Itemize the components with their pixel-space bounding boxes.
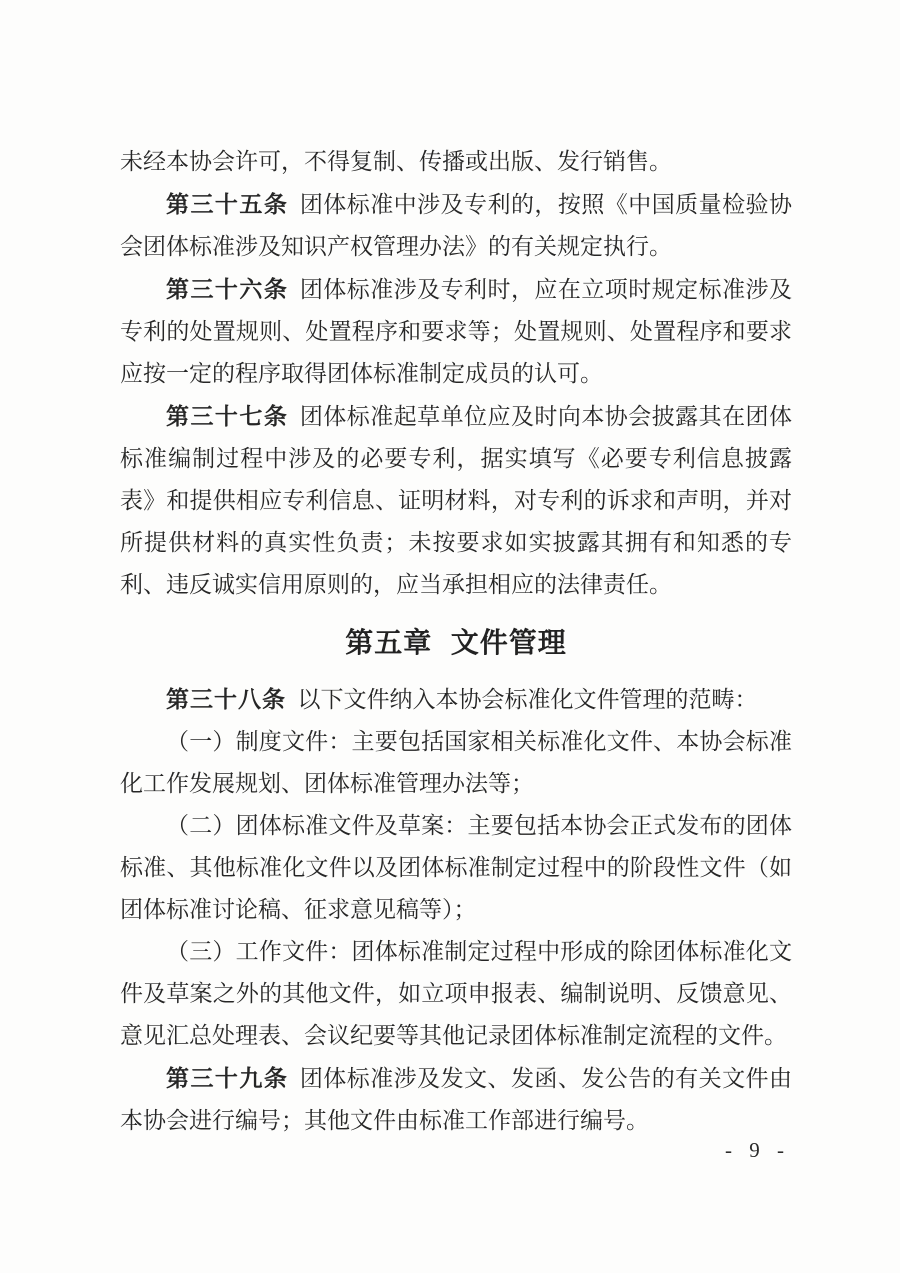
list-item-1-text: （一）制度文件：主要包括国家相关标准化文件、本协会标准化工作发展规划、团体标准管理办法等； [120,729,792,796]
article-36-text: 团体标准涉及专利时，应在立项时规定标准涉及专利的处置规则、处置程序和要求等；处置规则、处置程序和要求应按一定的程序取得团体标准制定成员的认可。 [120,277,793,386]
chapter-heading: 第五章 文件管理 [345,627,567,658]
list-item-3-text: （三）工作文件：团体标准制定过程中形成的除团体标准化文件及草案之外的其他文件，如立项申报表、编制说明、反馈意见、意见汇总处理表、会议纪要等其他记录团体标准制定流程的文件。 [120,939,792,1048]
paragraph-article-38 [120,678,792,721]
article-35-text: 团体标准中涉及专利的，按照《中国质量检验协会团体标准涉及知识产权管理办法》的有关规定执行。 [120,192,793,259]
article-37-number: 第三十七条 [166,403,289,429]
paragraph-article-39 [120,1057,792,1142]
paragraph-article-36 [120,268,792,395]
paragraph-text: 未经本协会许可，不得复制、传播或出版、发行销售。 [120,149,672,174]
article-39-number: 第三十九条 [166,1065,289,1091]
page-number: - 9 - [725,1138,790,1162]
paragraph-list-item-1 [120,721,792,805]
list-item-2-text: （二）团体标准文件及草案：主要包括本协会正式发布的团体标准、其他标准化文件以及团体标准制定过程中的阶段性文件（如团体标准讨论稿、征求意见稿等）； [120,813,792,922]
paragraph-continuation [120,141,792,183]
paragraph-list-item-3 [120,931,792,1057]
document-content [120,141,792,1142]
paragraph-article-37 [120,395,792,606]
article-35-number: 第三十五条 [166,191,289,217]
article-36-number: 第三十六条 [166,276,289,302]
paragraph-article-35 [120,183,792,268]
article-38-text: 以下文件纳入本协会标准化文件管理的范畴： [297,687,758,712]
article-39-text: 团体标准涉及发文、发函、发公告的有关文件由本协会进行编号；其他文件由标准工作部进行编号。 [120,1066,793,1133]
paragraph-list-item-2 [120,805,792,931]
article-37-text: 团体标准起草单位应及时向本协会披露其在团体标准编制过程中涉及的必要专利，据实填写《必要专利信息披露表》和提供相应专利信息、证明材料，对专利的诉求和声明，并对所提供材料的真实性负责；未按要求如实披露其拥有和知悉的专利、违反诚实信用原则的，应当承担相应的法律责任。 [120,404,793,597]
article-38-number: 第三十八条 [166,686,286,712]
